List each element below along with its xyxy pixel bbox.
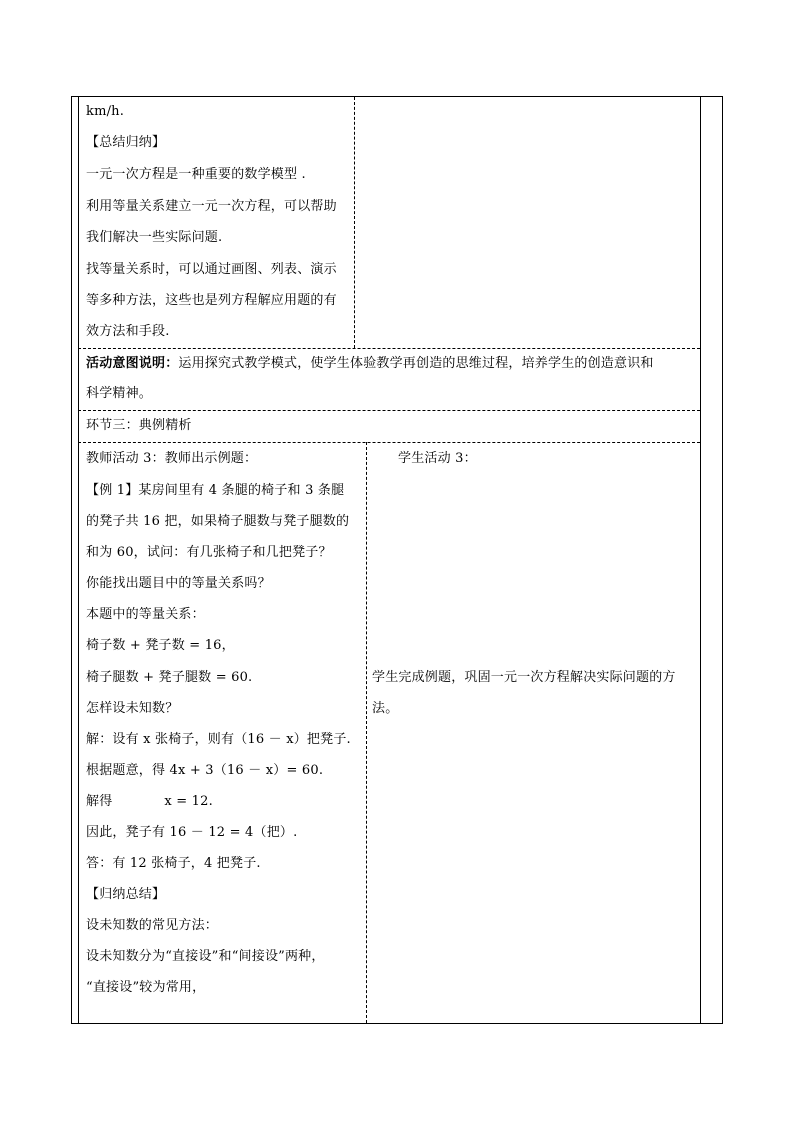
solution-line: 解得 x = 12. [86,794,213,809]
intent-label: 活动意图说明： [86,356,179,371]
outer-bottom-border [71,1023,723,1024]
stage-title: 环节三：典例精析 [86,418,192,433]
inner-right-border [700,96,701,1024]
example-line: 怎样设未知数？ [86,701,179,716]
teacher-activity-title: 教师活动 3：教师出示例题： [86,451,258,466]
example-line: 和为 60，试问：有几张椅子和几把凳子？ [86,545,332,560]
heading-summary: 【总结归纳】 [86,135,166,150]
outer-right-border [722,96,723,1024]
text-line: 效方法和手段. [86,324,170,339]
solution-line: 根据题意，得 4x + 3（16 － x）= 60. [86,763,324,778]
text-line: km/h. [86,104,125,119]
answer-line: 答：有 12 张椅子，4 把凳子. [86,856,261,871]
inner-left-border [78,96,79,1024]
equation-line: 椅子腿数 + 凳子腿数 = 60. [86,670,253,685]
outer-top-border [71,96,723,97]
conclusion-line: “直接设”较为常用， [86,980,206,995]
conclusion-line: 设未知数的常见方法： [86,918,219,933]
intent-line-2: 科学精神。 [86,386,153,401]
column-divider-bottom [366,442,367,1023]
text-line: 等多种方法，这些也是列方程解应用题的有 [86,293,337,308]
example-line: 你能找出题目中的等量关系吗？ [86,576,271,591]
student-activity-title: 学生活动 3： [398,451,477,466]
text-line: 找等量关系时，可以通过画图、列表、演示 [86,262,337,277]
column-divider-top [354,97,355,348]
intent-line-1 [86,356,654,372]
solution-line: 解：设有 x 张椅子，则有（16 － x）把凳子. [86,732,351,747]
solution-line: 因此，凳子有 16 － 12 = 4（把）. [86,825,298,840]
example-line: 【例 1】某房间里有 4 条腿的椅子和 3 条腿 [86,483,345,498]
divider-1 [78,348,700,349]
example-line: 的凳子共 16 把，如果椅子腿数与凳子腿数的 [86,514,350,529]
outer-left-border [71,96,72,1024]
intent-text: 运用探究式教学模式，使学生体验教学再创造的思维过程，培养学生的创造意识和 [178,356,654,371]
divider-2 [78,410,700,411]
heading-conclusion: 【归纳总结】 [86,887,166,902]
example-line: 本题中的等量关系： [86,607,205,622]
conclusion-line: 设未知数分为“直接设”和“间接设”两种， [86,949,325,964]
student-activity-text: 法。 [372,701,399,716]
text-line: 我们解决一些实际问题. [86,230,223,245]
student-activity-text: 学生完成例题，巩固一元一次方程解决实际问题的方 [372,670,676,685]
text-line: 一元一次方程是一种重要的数学模型 . [86,167,306,182]
text-line: 利用等量关系建立一元一次方程，可以帮助 [86,199,337,214]
equation-line: 椅子数 + 凳子数 = 16， [86,638,235,653]
divider-3 [78,442,700,443]
